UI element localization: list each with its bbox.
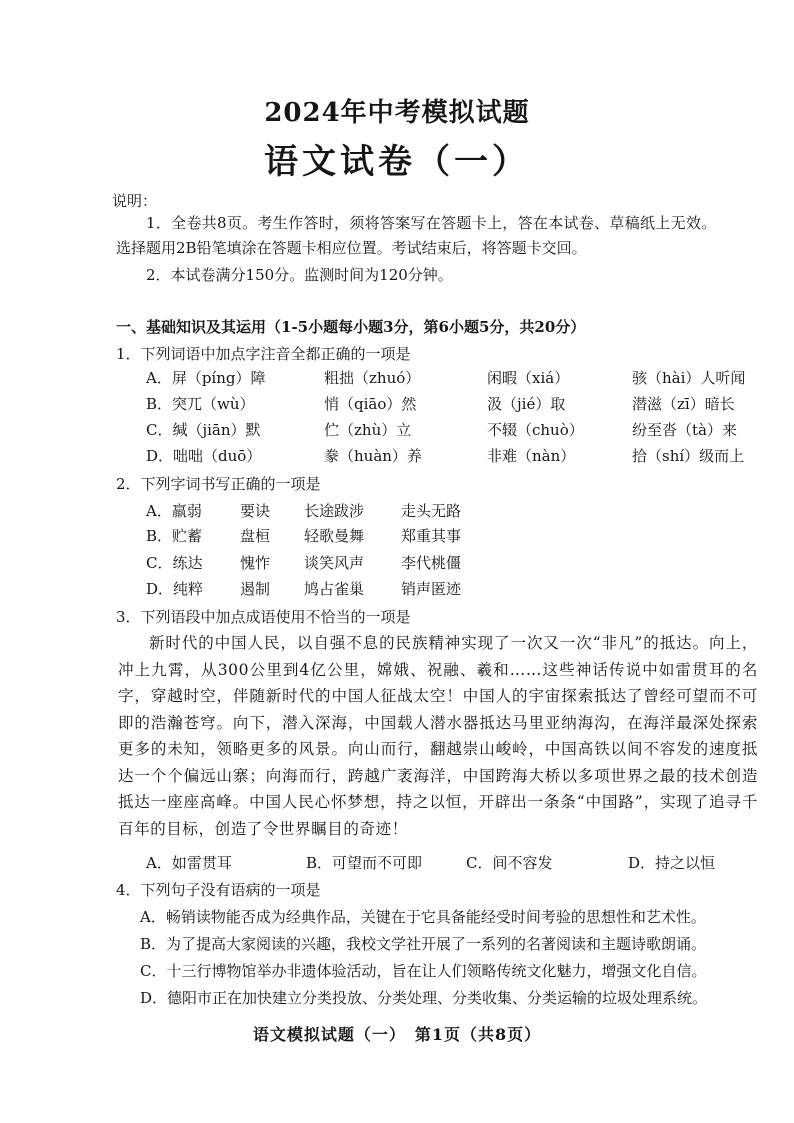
q4-option-d: D．德阳市正在加快建立分类投放、分类处理、分类收集、分类运输的垃圾处理系统。	[140, 989, 708, 1007]
q1-word: 拾（shí）级而上	[632, 447, 745, 465]
q2-word: 遏制	[240, 580, 271, 598]
question-1-stem: 1．下列词语中加点字注音全都正确的一项是	[116, 345, 411, 363]
exam-title: 2024年中考模拟试题	[264, 98, 530, 128]
q3-option-c: C．间不容发	[466, 854, 553, 872]
section-heading: 一、基础知识及其运用（1-5小题每小题3分，第6小题5分，共20分）	[116, 318, 586, 336]
q3-passage-text: 新时代的中国人民，以自强不息的民族精神实现了一次又一次“非凡”的抵达。向上，冲上九霄，从300公里到4亿公里，嫦娥、祝融、羲和……这些神话传说中如雷贯耳的名字，穿越时空，伴随新时代的中国人征战太空！中国人的宇宙探索抵达了曾经可望而不可即的浩瀚苍穹。向下，潜入深海，中国载人潜水器抵达马里亚纳海沟，在海洋最深处探索更多的未知，领略更多的风景。向山而行，翻越崇山峻岭，中国高铁以间不容发的速度抵达一个个偏远山寨；向海而行，跨越广袤海洋，中国跨海大桥以多项世界之最的技术创造抵达一座座高峰。中国人民心怀梦想，持之以恒，开辟出一条条“中国路”，实现了追寻千百年的目标，创造了令世界瞩目的奇迹！	[118, 634, 758, 838]
q1-word: 不辍（chuò）	[487, 421, 584, 439]
q2-word: 盘桓	[240, 527, 271, 545]
q1-word: 豢（huàn）养	[324, 447, 422, 465]
notes-line-1: 1．全卷共8页。考生作答时，须将答案写在答题卡上，答在本试卷、草稿纸上无效。	[146, 214, 717, 232]
q2-option: D．纯粹	[146, 580, 204, 598]
q2-word: 销声匿迹	[401, 580, 462, 598]
q3-option-d: D．持之以恒	[628, 854, 716, 872]
q1-word: 纷至沓（tà）来	[632, 421, 737, 439]
q4-option-c: C．十三行博物馆举办非遗体验活动，旨在让人们领略传统文化魅力，增强文化自信。	[140, 962, 707, 980]
q2-option: B．贮蓄	[146, 527, 203, 545]
q1-word: 非难（nàn）	[487, 447, 576, 465]
exam-subtitle: 语文试卷（一）	[264, 142, 530, 182]
question-3-stem: 3．下列语段中加点成语使用不恰当的一项是	[116, 608, 411, 626]
q3-passage	[118, 630, 758, 842]
q3-option-b: B．可望而不可即	[306, 854, 423, 872]
question-4-stem: 4．下列句子没有语病的一项是	[116, 881, 321, 899]
notes-heading: 说明：	[112, 192, 158, 210]
q4-option-b: B．为了提高大家阅读的兴趣，我校文学社开展了一系列的名著阅读和主题诗歌朗诵。	[140, 935, 707, 953]
q2-word: 郑重其事	[401, 527, 462, 545]
q1-word: 骇（hài）人听闻	[632, 369, 746, 387]
q1-word: 悄（qiāo）然	[324, 395, 417, 413]
q1-option: B．突兀（wù）	[146, 395, 255, 413]
notes-line-2: 选择题用2B铅笔填涂在答题卡相应位置。考试结束后，将答题卡交回。	[116, 239, 587, 257]
q1-word: 汲（jié）取	[487, 395, 566, 413]
q4-option-a: A．畅销读物能否成为经典作品，关键在于它具备能经受时间考验的思想性和艺术性。	[140, 908, 706, 926]
q1-option: A．屏（píng）障	[146, 369, 266, 387]
q2-word: 谈笑风声	[304, 554, 365, 572]
q1-word: 伫（zhù）立	[324, 421, 412, 439]
q1-word: 闲暇（xiá）	[487, 369, 570, 387]
q1-word: 潜滋（zī）暗长	[632, 395, 735, 413]
q2-word: 长途跋涉	[304, 502, 365, 520]
question-2-stem: 2．下列字词书写正确的一项是	[116, 475, 321, 493]
q2-word: 轻歌曼舞	[304, 527, 365, 545]
notes-line-3: 2．本试卷满分150分。监测时间为120分钟。	[146, 266, 453, 284]
q1-option: D．咄咄（duō）	[146, 447, 262, 465]
q3-option-a: A．如雷贯耳	[146, 854, 232, 872]
q2-word: 走头无路	[401, 502, 462, 520]
q2-option: C．练达	[146, 554, 203, 572]
q2-word: 李代桃僵	[401, 554, 462, 572]
q2-word: 鸠占雀巢	[304, 580, 365, 598]
q1-option: C．缄（jiān）默	[146, 421, 261, 439]
q2-word: 愧怍	[240, 554, 271, 572]
q2-option: A．羸弱	[146, 502, 202, 520]
q1-word: 粗拙（zhuó）	[324, 369, 421, 387]
page-footer: 语文模拟试题（一） 第1页（共8页）	[252, 1025, 542, 1044]
q2-word: 要诀	[240, 502, 271, 520]
